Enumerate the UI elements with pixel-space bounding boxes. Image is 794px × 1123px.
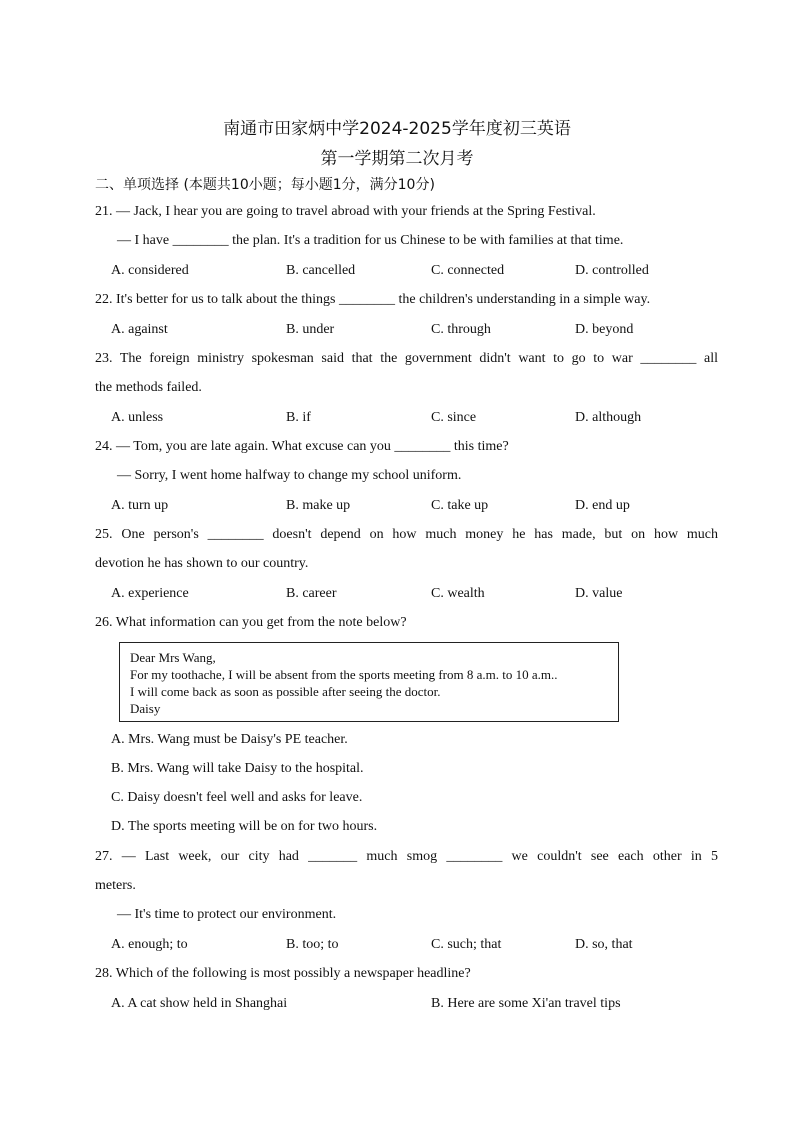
q23-option-b: B. if (286, 410, 311, 425)
q26-option-c: C. Daisy doesn't feel well and asks for leave. (111, 790, 363, 805)
q27-option-d: D. so, that (575, 937, 633, 952)
q25-option-b: B. career (286, 586, 337, 601)
q22-option-c: C. through (431, 322, 491, 337)
q21-option-d: D. controlled (575, 263, 649, 278)
q24-stem: 24. — Tom, you are late again. What excuse can you ________ this time? (95, 439, 509, 454)
exam-subtitle: 第一学期第二次月考 (320, 149, 474, 169)
section-header: 二、单项选择 (本题共10小题；每小题1分，满分10分) (95, 177, 435, 193)
q25-stem-line1: 25. One person's ________ doesn't depend on how much money he has made, but on how much (95, 527, 718, 542)
q21-option-a: A. considered (111, 263, 189, 278)
q24-option-d: D. end up (575, 498, 630, 513)
q23-stem-line1: 23. The foreign ministry spokesman said that the government didn't want to go to war ________ all (95, 351, 718, 366)
exam-title: 南通市田家炳中学2024-2025学年度初三英语 (223, 119, 571, 139)
q22-option-a: A. against (111, 322, 168, 337)
note-line-2: I will come back as soon as possible after seeing the doctor. (130, 684, 441, 699)
q23-stem-line2: the methods failed. (95, 380, 202, 395)
note-line-1: For my toothache, I will be absent from the sports meeting from 8 a.m. to 10 a.m.. (130, 667, 558, 682)
note-greeting: Dear Mrs Wang, (130, 650, 216, 665)
q22-stem: 22. It's better for us to talk about the things ________ the children's understanding in a simple way. (95, 292, 651, 307)
q22-option-b: B. under (286, 322, 335, 337)
q25-option-a: A. experience (111, 586, 189, 601)
note-signature: Daisy (130, 701, 161, 716)
q21-reply: — I have ________ the plan. It's a tradition for us Chinese to be with families at that time. (117, 233, 624, 248)
q27-option-b: B. too; to (286, 937, 339, 952)
q27-option-a: A. enough; to (111, 937, 188, 952)
q25-stem-line2: devotion he has shown to our country. (95, 556, 309, 571)
q26-option-a: A. Mrs. Wang must be Daisy's PE teacher. (111, 732, 348, 747)
q27-stem-line1: 27. — Last week, our city had _______ much smog ________ we couldn't see each other in 5 (95, 849, 718, 864)
q27-reply: — It's time to protect our environment. (117, 907, 337, 922)
q23-option-a: A. unless (111, 410, 164, 425)
q24-option-a: A. turn up (111, 498, 169, 513)
q25-option-d: D. value (575, 586, 623, 601)
q27-stem-line2: meters. (95, 878, 136, 893)
q26-option-d: D. The sports meeting will be on for two hours. (111, 819, 378, 834)
q27-option-c: C. such; that (431, 937, 502, 952)
q21-option-b: B. cancelled (286, 263, 356, 278)
q26-option-b: B. Mrs. Wang will take Daisy to the hospital. (111, 761, 364, 776)
q25-option-c: C. wealth (431, 586, 485, 601)
q22-option-d: D. beyond (575, 322, 634, 337)
q21-option-c: C. connected (431, 263, 505, 278)
q26-stem: 26. What information can you get from the note below? (95, 615, 407, 630)
note-box (119, 642, 619, 722)
q21-stem: 21. — Jack, I hear you are going to travel abroad with your friends at the Spring Festival. (95, 204, 596, 219)
q24-reply: — Sorry, I went home halfway to change my school uniform. (117, 468, 462, 483)
q24-option-b: B. make up (286, 498, 351, 513)
q24-option-c: C. take up (431, 498, 489, 513)
q28-stem: 28. Which of the following is most possibly a newspaper headline? (95, 966, 471, 981)
q28-option-b: B. Here are some Xi'an travel tips (431, 996, 621, 1011)
q23-option-c: C. since (431, 410, 477, 425)
q28-option-a: A. A cat show held in Shanghai (111, 996, 288, 1011)
q23-option-d: D. although (575, 410, 642, 425)
